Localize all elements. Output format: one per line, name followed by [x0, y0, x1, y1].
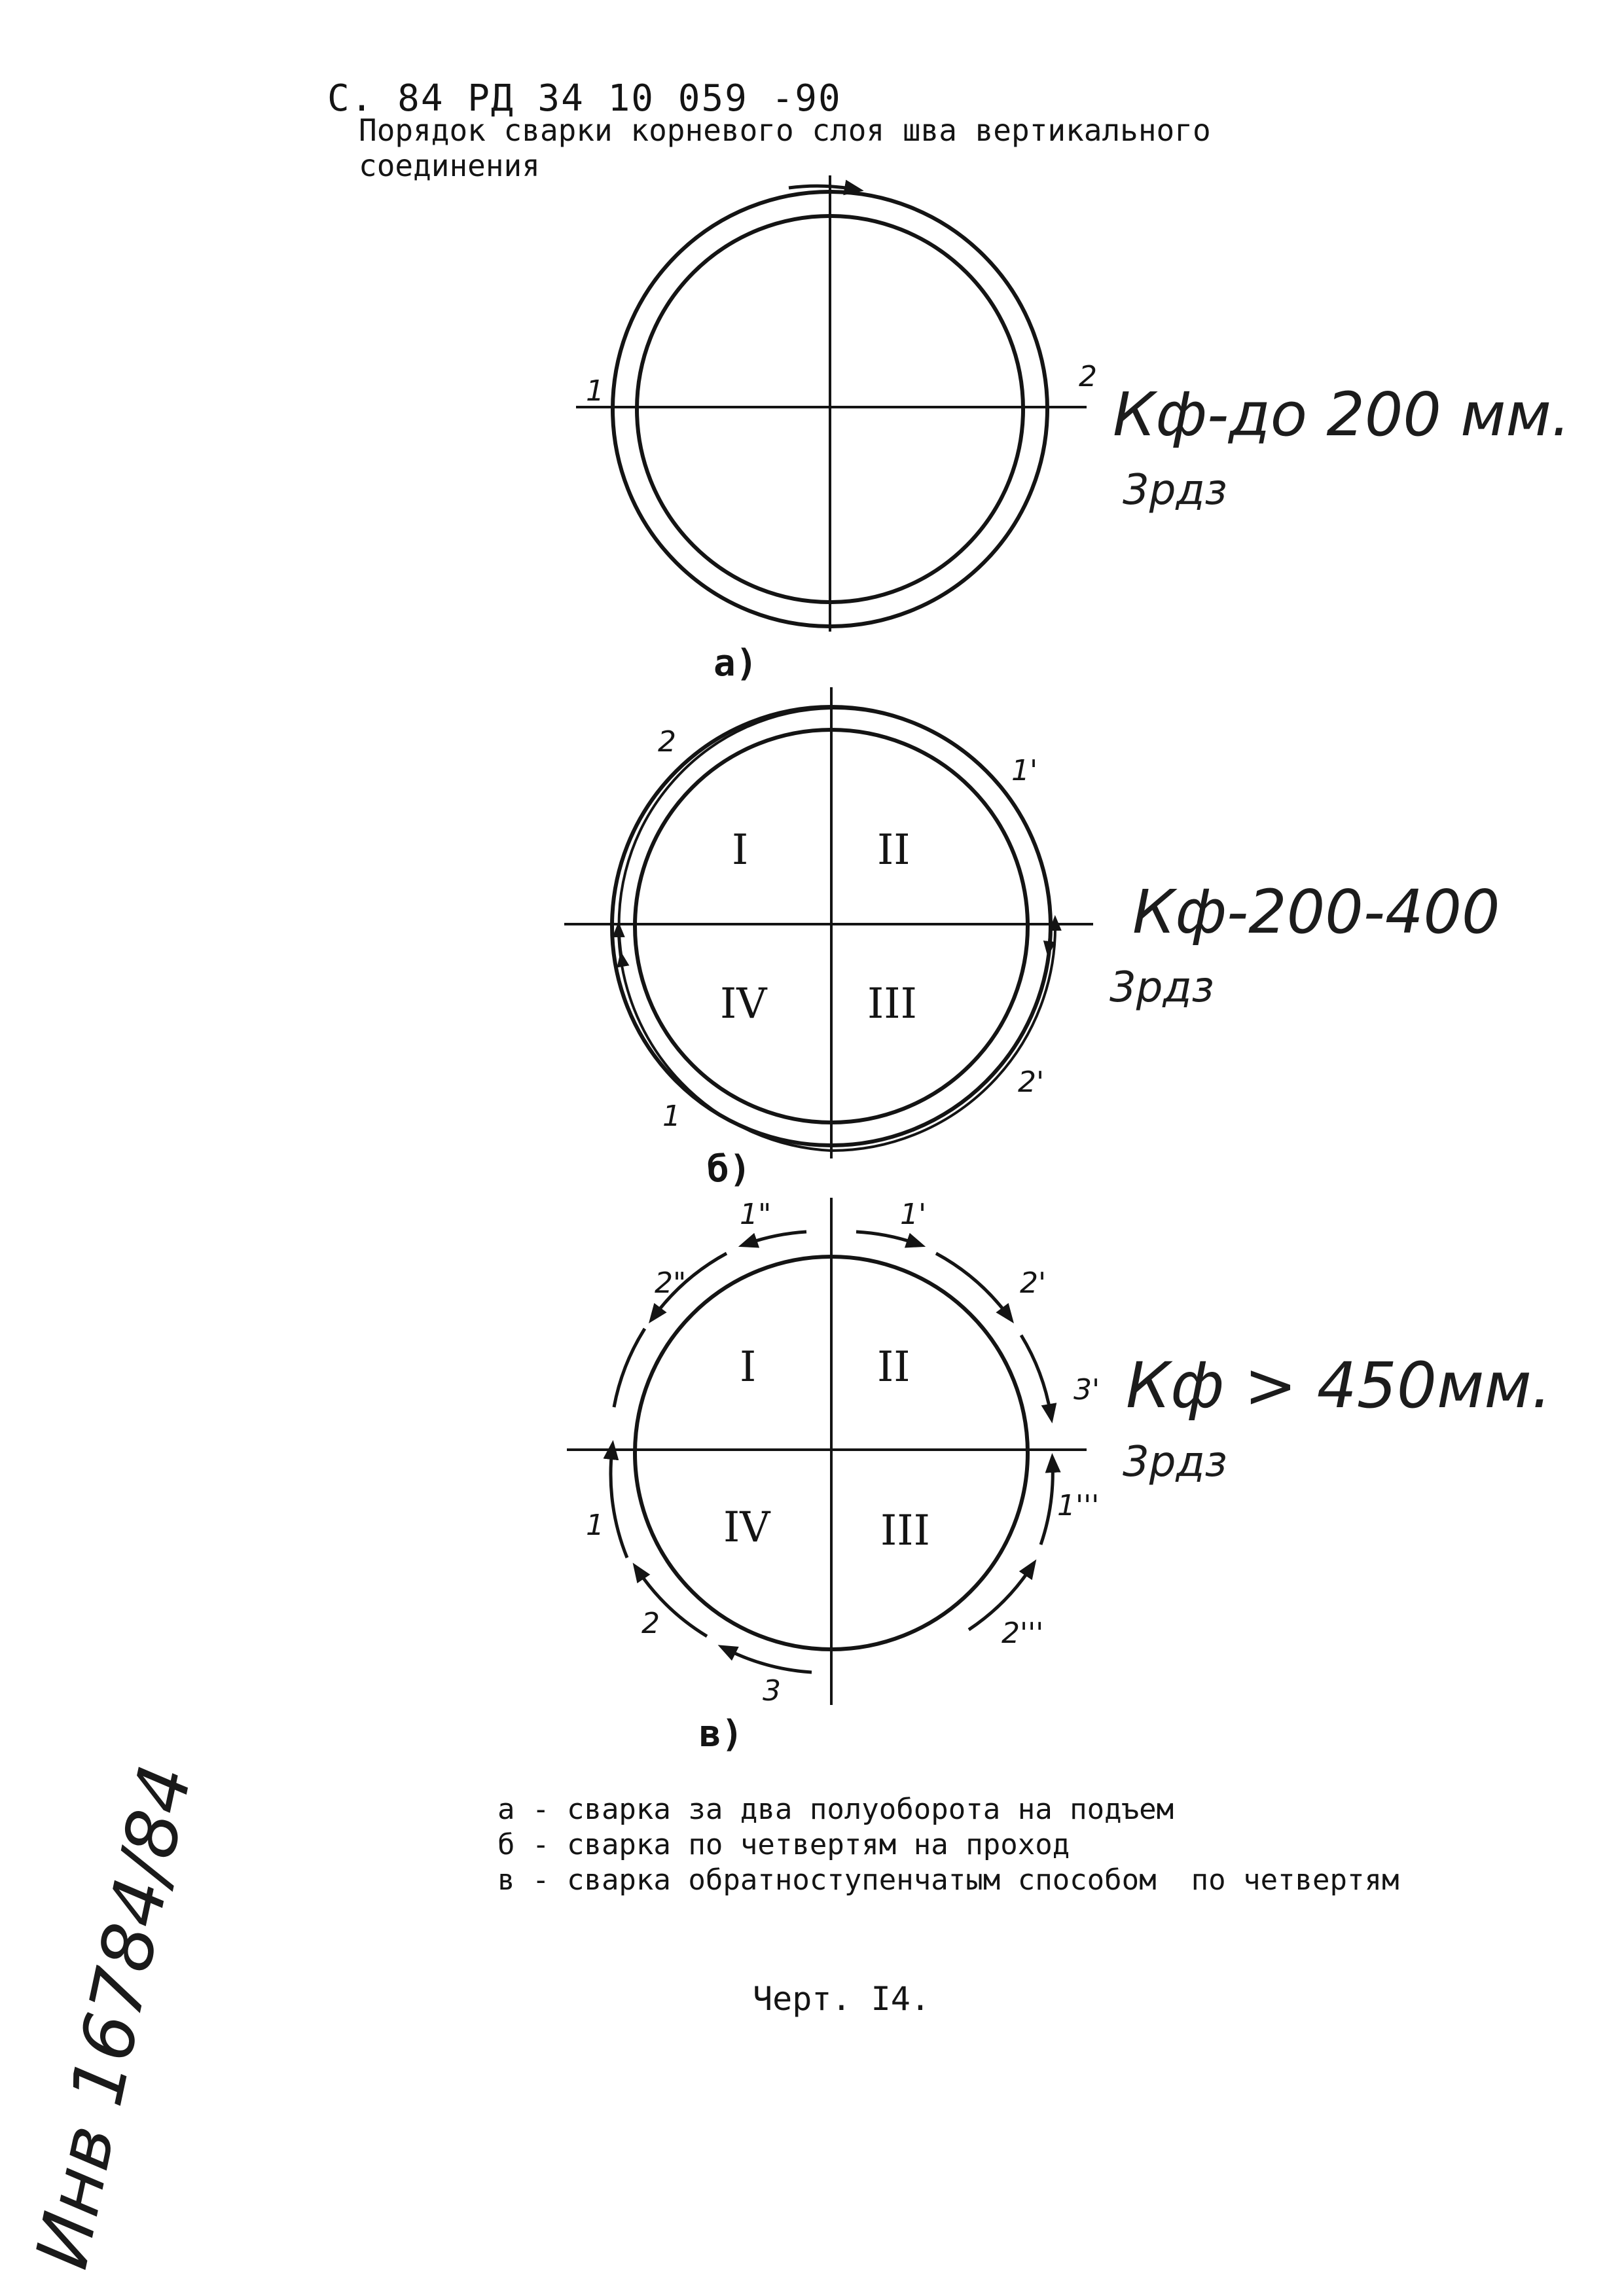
fig-a-caption: а) [713, 642, 758, 685]
fig-b-quadrant-IV: IV [720, 980, 767, 1028]
weld-seg-1 [611, 1450, 627, 1558]
fig-c-label-2: 2 [641, 1607, 660, 1640]
fig-c-quadrant-III: III [880, 1507, 930, 1555]
page-header: С. 84 РД 34 10 059 -90 [327, 77, 842, 120]
weld-seg-3dd [614, 1329, 645, 1407]
fig-c-caption: в) [699, 1713, 744, 1755]
fig-c-label-2d: 2' [1020, 1266, 1047, 1300]
fig-b-handwritten-note: Кф-200-400 [1132, 877, 1500, 947]
fig-a-label-1: 1 [586, 374, 604, 408]
fig-c-label-3: 3 [763, 1674, 781, 1708]
fig-c-label-1dd: 1" [740, 1198, 772, 1231]
weld-seg-3 [727, 1649, 812, 1672]
weld-direction-arrow-a [789, 186, 854, 189]
weld-seg-1dd [748, 1232, 806, 1244]
fig-c-label-2ddd: 2''' [1001, 1617, 1044, 1650]
legend-item-a: а - сварка за два полуоборота на подъем [497, 1793, 1174, 1826]
weld-seg-2d [936, 1253, 1008, 1316]
fig-b-label-2prime: 2' [1018, 1066, 1045, 1099]
fig-c-label-1ddd: 1''' [1057, 1489, 1100, 1522]
fig-a-handwritten-note: Кф-до 200 мм. [1113, 380, 1571, 450]
weld-seg-3d [1021, 1335, 1051, 1414]
weld-arrow-b-1prime [831, 708, 1050, 949]
fig-b-quadrant-II: II [877, 826, 911, 874]
figure-number: Черт. I4. [753, 1980, 930, 2018]
fig-a-label-2: 2 [1079, 360, 1097, 393]
fig-c-quadrant-I: I [740, 1343, 757, 1391]
legend [497, 1792, 1399, 1898]
fig-c-handwritten-note: Кф > 450мм. [1126, 1349, 1552, 1422]
fig-c-label-1d: 1' [900, 1198, 927, 1231]
fig-b-label-1: 1 [662, 1100, 681, 1133]
fig-c-label-1: 1 [586, 1509, 604, 1542]
fig-b-quadrant-I: I [732, 826, 749, 874]
weld-seg-1ddd [1041, 1463, 1053, 1545]
title-line-2: соединения [359, 148, 540, 183]
weld-seg-1d [856, 1232, 916, 1244]
legend-item-b: б - сварка по четвертям на проход [497, 1828, 1070, 1861]
title-line-1: Порядок сварки корневого слоя шва вертикального [359, 113, 1211, 148]
weld-arrow-b-2 [619, 708, 831, 959]
fig-c-quadrant-IV: IV [723, 1503, 770, 1552]
fig-b-label-2: 2 [658, 725, 676, 759]
inventory-stamp: Инв 16784/84 [20, 1758, 208, 2276]
legend-item-c: в - сварка обратноступенчатым способом по четвертям [497, 1863, 1399, 1897]
fig-c-quadrant-II: II [877, 1343, 911, 1391]
fig-b-handwritten-note-2: 3рдз [1110, 963, 1214, 1012]
figure-a [576, 175, 1087, 632]
fig-c-label-3d: 3' [1074, 1373, 1100, 1407]
fig-b-caption: б) [707, 1148, 751, 1191]
weld-arrow-b-1 [619, 929, 831, 1151]
fig-b-label-1prime: 1' [1011, 754, 1038, 787]
fig-b-quadrant-III: III [867, 980, 917, 1028]
fig-c-label-2dd: 2" [655, 1266, 687, 1300]
fig-a-handwritten-note-2: 3рдз [1123, 466, 1227, 514]
fig-c-handwritten-note-2: 3рдз [1123, 1438, 1227, 1486]
